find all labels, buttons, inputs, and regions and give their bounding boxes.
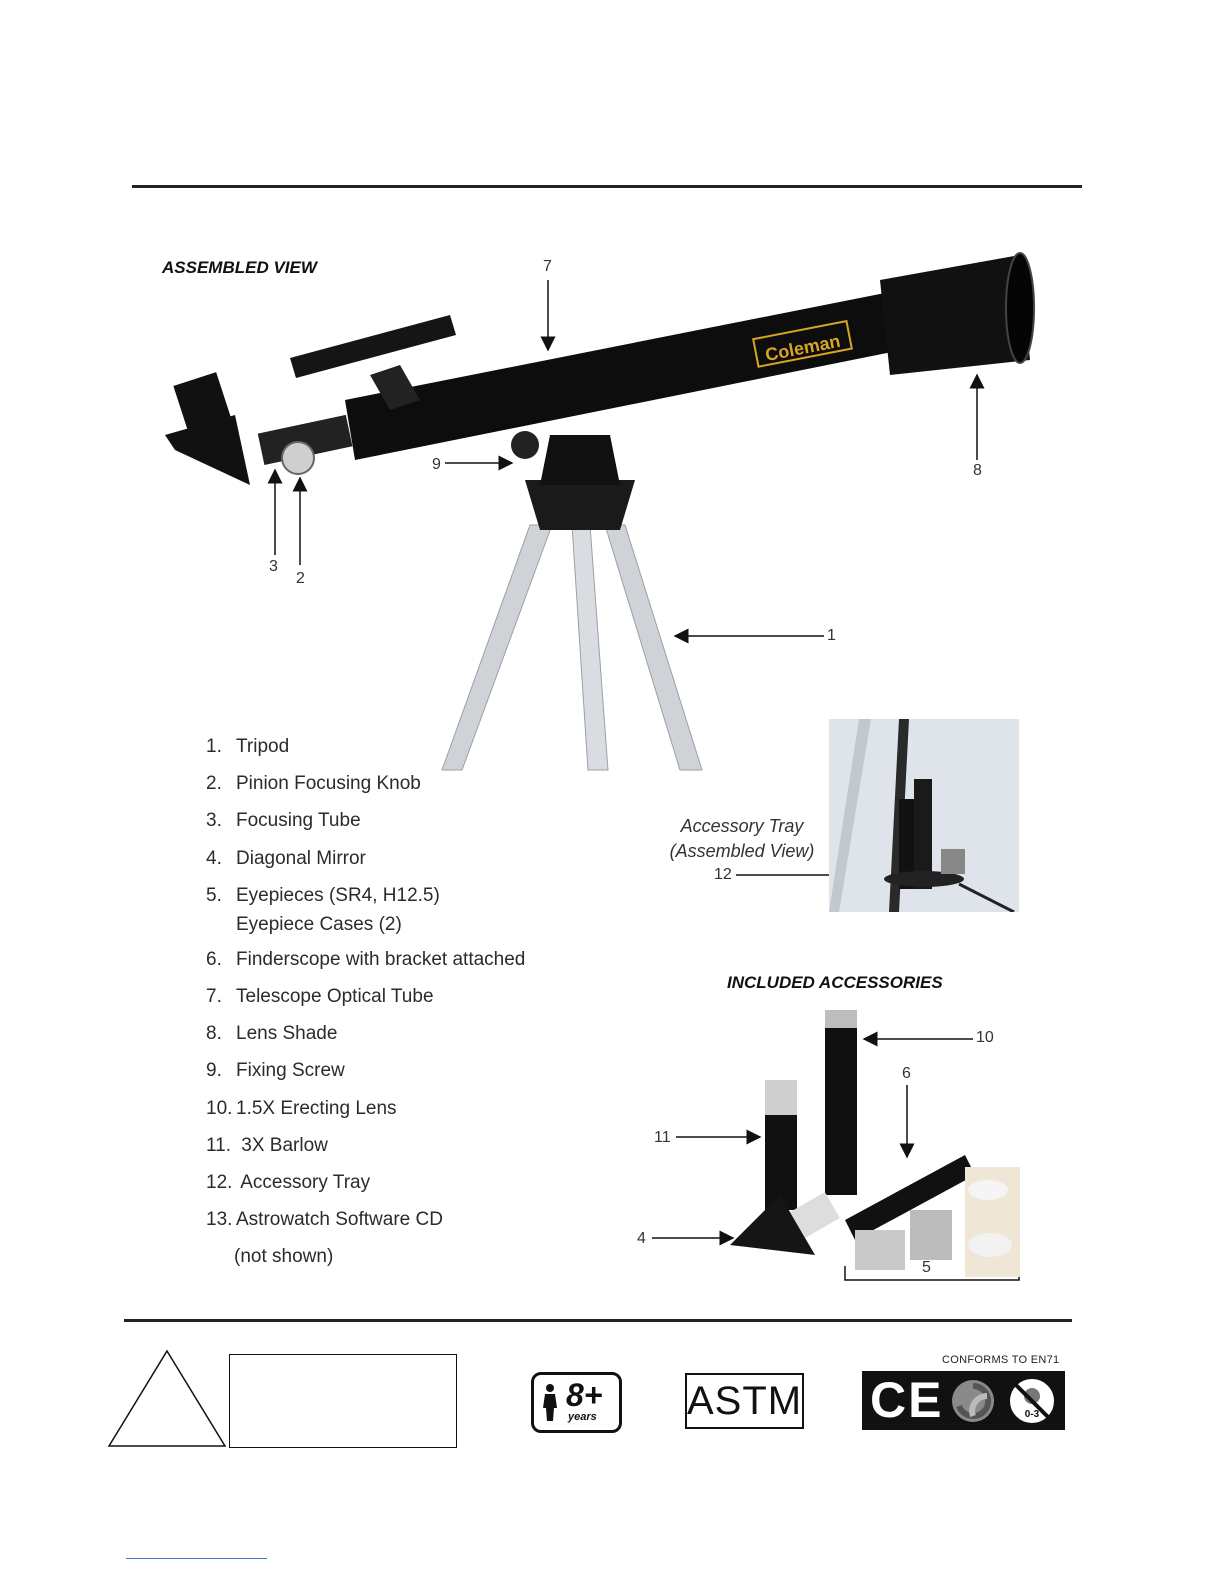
callout-11: 11 bbox=[654, 1129, 671, 1146]
callout-10: 10 bbox=[976, 1029, 994, 1046]
conforms-label: CONFORMS TO EN71 bbox=[942, 1354, 1060, 1366]
footer-link-line bbox=[126, 1558, 267, 1559]
callout-2: 2 bbox=[296, 570, 305, 587]
age-badge bbox=[531, 1372, 622, 1433]
callout-1: 1 bbox=[827, 627, 836, 644]
no-under-3-icon bbox=[1007, 1377, 1057, 1425]
callout-3: 3 bbox=[269, 558, 278, 575]
age-label: 8+ bbox=[566, 1377, 603, 1413]
list-item: 11. 3X Barlow bbox=[206, 1134, 328, 1156]
recycle-icon bbox=[950, 1378, 996, 1424]
ce-panel bbox=[862, 1371, 1065, 1430]
list-item: 3. Focusing Tube bbox=[206, 810, 361, 832]
age-sub-label: years bbox=[568, 1411, 597, 1423]
age-restriction-label: 0-3 bbox=[1024, 1409, 1040, 1420]
warning-triangle-icon bbox=[106, 1348, 228, 1448]
parts-list bbox=[206, 736, 606, 1283]
list-item: 2. Pinion Focusing Knob bbox=[206, 773, 421, 795]
list-item: 6. Finderscope with bracket attached bbox=[206, 948, 526, 970]
list-item: 9. Fixing Screw bbox=[206, 1060, 345, 1082]
bottom-rule bbox=[124, 1319, 1072, 1322]
child-figure-icon bbox=[540, 1383, 560, 1423]
callout-12: 12 bbox=[714, 866, 732, 883]
list-item: 8. Lens Shade bbox=[206, 1023, 338, 1045]
assembled-view-heading: ASSEMBLED VIEW bbox=[162, 258, 317, 277]
list-item: 12. Accessory Tray bbox=[206, 1171, 371, 1193]
included-accessories-heading: INCLUDED ACCESSORIES bbox=[727, 973, 943, 992]
callout-5: 5 bbox=[922, 1259, 931, 1276]
list-item: 5. Eyepieces (SR4, H12.5) Eyepiece Cases (2) bbox=[206, 884, 440, 935]
callout-4: 4 bbox=[637, 1230, 646, 1247]
callout-6: 6 bbox=[902, 1065, 911, 1082]
accessory-tray-label: Accessory Tray (Assembled View) bbox=[669, 816, 815, 861]
list-item: 13. Astrowatch Software CD bbox=[206, 1209, 443, 1231]
callout-9: 9 bbox=[432, 456, 441, 473]
list-item: 4. Diagonal Mirror bbox=[206, 847, 366, 869]
list-item: 7. Telescope Optical Tube bbox=[206, 985, 434, 1007]
accessory-tray-image bbox=[829, 719, 1019, 912]
callout-8: 8 bbox=[973, 462, 982, 479]
warning-text-box bbox=[229, 1354, 457, 1448]
callout-7: 7 bbox=[543, 258, 552, 275]
coleman-logo: Coleman bbox=[763, 330, 843, 365]
list-item: 1. Tripod bbox=[206, 736, 290, 757]
astm-badge: ASTM bbox=[685, 1373, 804, 1429]
list-item: 10. 1.5X Erecting Lens bbox=[206, 1097, 397, 1119]
ce-mark: CE bbox=[870, 1372, 944, 1428]
included-accessories-image bbox=[720, 1005, 1020, 1280]
list-item-note: (not shown) bbox=[234, 1246, 334, 1268]
